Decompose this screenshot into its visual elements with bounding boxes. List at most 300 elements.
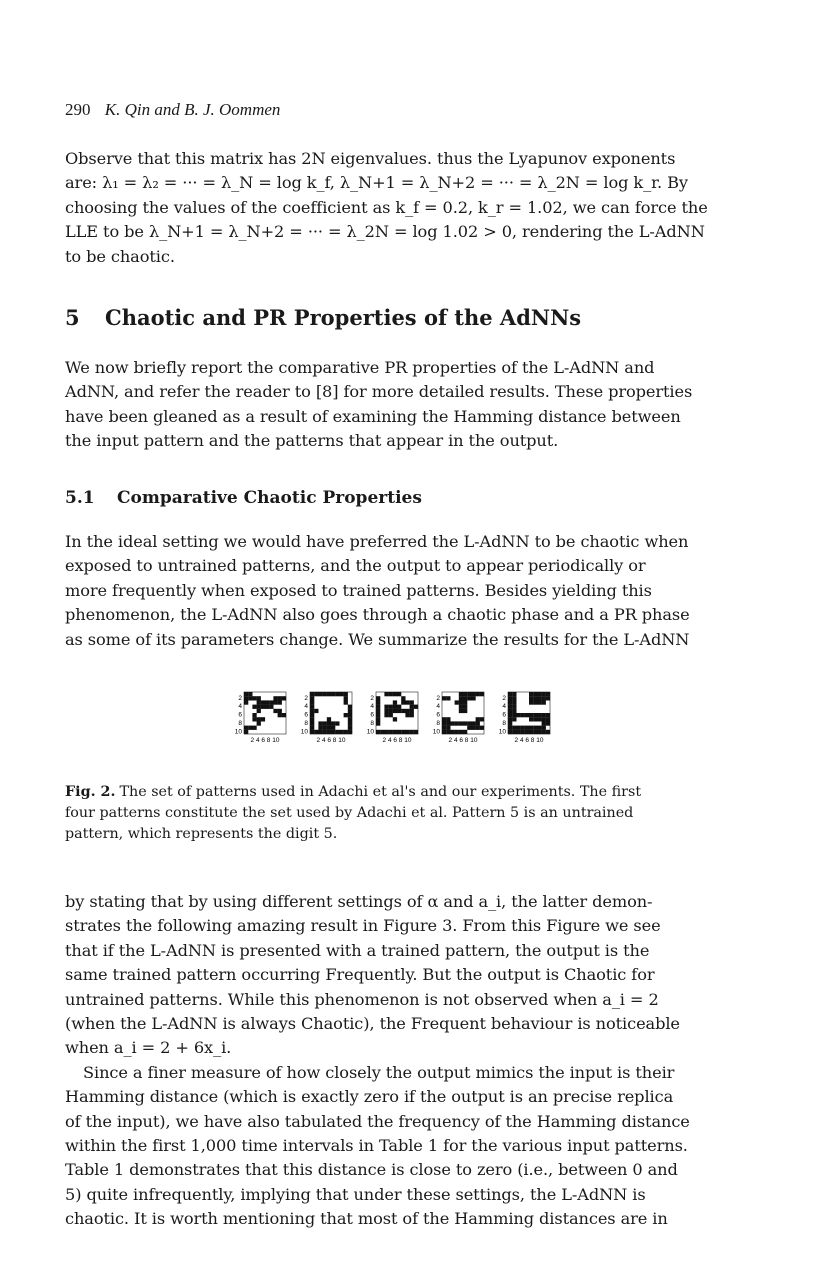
pattern-pixel	[463, 709, 467, 713]
pattern-pixel	[480, 717, 484, 721]
y-tick-label: 2	[304, 694, 308, 702]
y-tick-label: 6	[370, 711, 374, 719]
y-tick-label: 10	[300, 728, 308, 736]
pattern-pixel	[252, 726, 256, 730]
pattern-pixel	[471, 726, 475, 730]
pattern-pixel	[310, 726, 314, 730]
pattern-pixel	[339, 692, 343, 696]
text-line: Hamming distance (which is exactly zero if the output is an precise replica	[65, 1087, 674, 1107]
pattern-pixel	[257, 721, 261, 725]
pattern-pixel	[244, 730, 248, 734]
y-tick-label: 4	[436, 703, 440, 711]
pattern-pixel	[257, 700, 261, 704]
pattern-pixel	[467, 696, 471, 700]
pattern-pixel	[248, 726, 252, 730]
pattern-pixel	[546, 730, 550, 734]
pattern-pixel	[401, 709, 405, 713]
pattern-pixel	[389, 709, 393, 713]
pattern-pixel	[376, 713, 380, 717]
pattern-pixel	[248, 696, 252, 700]
pattern-pixel	[521, 713, 525, 717]
pattern-pixel	[389, 713, 393, 717]
pattern-pixel	[318, 726, 322, 730]
y-tick-label: 2	[370, 694, 374, 702]
pattern-pixel	[476, 721, 480, 725]
pattern-panel	[367, 692, 418, 744]
text-line: same trained pattern occurring Frequently. But the output is Chaotic for	[65, 965, 655, 985]
pattern-pixel	[273, 709, 277, 713]
text-line: 5) quite infrequently, implying that under these settings, the L-AdNN is	[65, 1184, 646, 1204]
pattern-pixel	[314, 730, 318, 734]
pattern-pixel	[512, 717, 516, 721]
pattern-pixel	[348, 726, 352, 730]
pattern-pixel	[384, 730, 388, 734]
pattern-pixel	[508, 705, 512, 709]
running-authors: K. Qin and B. J. Oommen	[104, 100, 281, 119]
pattern-pixel	[318, 721, 322, 725]
text-line: as some of its parameters change. We summarize the results for the L-AdNN	[65, 629, 690, 649]
pattern-pixel	[480, 692, 484, 696]
pattern-pixel	[446, 726, 450, 730]
pattern-pixel	[546, 717, 550, 721]
text-line: Since a finer measure of how closely the output mimics the input is their	[83, 1062, 675, 1082]
pattern-pixel	[546, 713, 550, 717]
pattern-pixel	[257, 717, 261, 721]
pattern-pixel	[376, 721, 380, 725]
y-tick-label: 6	[304, 711, 308, 719]
text-line: untrained patterns. While this phenomenon is not observed when a_i = 2	[65, 989, 659, 1009]
pattern-pixel	[335, 692, 339, 696]
pattern-pixel	[512, 705, 516, 709]
pattern-pixel	[508, 696, 512, 700]
pattern-panel	[301, 692, 352, 744]
pattern-pixel	[335, 730, 339, 734]
pattern-pixel	[542, 726, 546, 730]
pattern-pixel	[265, 700, 269, 704]
figure-caption	[65, 782, 730, 845]
pattern-pixel	[348, 713, 352, 717]
pattern-pixel	[348, 730, 352, 734]
pattern-pixel	[401, 700, 405, 704]
pattern-pixel	[446, 696, 450, 700]
pattern-pixel	[508, 700, 512, 704]
pattern-pixel	[446, 717, 450, 721]
text-line: strates the following amazing result in Figure 3. From this Figure we see	[65, 916, 661, 936]
pattern-pixel	[331, 730, 335, 734]
pattern-pixel	[442, 726, 446, 730]
pattern-pixel	[269, 700, 273, 704]
y-tick-label: 10	[366, 728, 374, 736]
pattern-panel	[499, 692, 550, 744]
pattern-pixel	[508, 713, 512, 717]
pattern-pixel	[348, 717, 352, 721]
text-line: In the ideal setting we would have preferred the L-AdNN to be chaotic when	[65, 532, 689, 551]
pattern-pixel	[348, 705, 352, 709]
pattern-pixel	[459, 696, 463, 700]
pattern-pixel	[310, 709, 314, 713]
pattern-pixel	[257, 696, 261, 700]
pattern-pixel	[476, 692, 480, 696]
pattern-pixel	[537, 730, 541, 734]
y-tick-label: 8	[502, 720, 506, 727]
y-tick-label: 10	[234, 728, 242, 736]
pattern-pixel	[278, 700, 282, 704]
pattern-pixel	[397, 705, 401, 709]
text-line: to be chaotic.	[65, 246, 175, 266]
caption-label: Fig. 2.	[65, 784, 116, 800]
pattern-pixel	[533, 713, 537, 717]
pattern-pixel	[252, 717, 256, 721]
subsection-heading	[65, 488, 422, 508]
pattern-pixel	[278, 709, 282, 713]
patterns-svg	[232, 688, 562, 746]
pattern-pixel	[512, 692, 516, 696]
pattern-pixel	[252, 713, 256, 717]
text-line: within the first 1,000 time intervals in Table 1 for the various input patterns.	[65, 1136, 688, 1156]
pattern-pixel	[248, 692, 252, 696]
pattern-pixel	[393, 730, 397, 734]
pattern-pixel	[401, 730, 405, 734]
pattern-pixel	[393, 705, 397, 709]
pattern-pixel	[542, 721, 546, 725]
pattern-pixel	[533, 717, 537, 721]
pattern-pixel	[384, 713, 388, 717]
pattern-pixel	[318, 730, 322, 734]
page-number: 290	[65, 100, 91, 119]
y-tick-label: 2	[436, 694, 440, 702]
pattern-pixel	[278, 696, 282, 700]
caption-line: pattern, which represents the digit 5.	[65, 826, 338, 842]
pattern-pixel	[533, 696, 537, 700]
pattern-pixel	[269, 705, 273, 709]
pattern-pixel	[542, 700, 546, 704]
subsection-title: Comparative Chaotic Properties	[117, 488, 422, 508]
closing-paragraph	[65, 890, 730, 1232]
pattern-pixel	[323, 721, 327, 725]
pattern-pixel	[282, 696, 286, 700]
text-line: choosing the values of the coefficient as k_f = 0.2, k_r = 1.02, we can force the	[65, 197, 708, 217]
pattern-pixel	[508, 692, 512, 696]
pattern-pixel	[529, 726, 533, 730]
pattern-pixel	[327, 730, 331, 734]
y-tick-label: 8	[304, 720, 308, 727]
text-line: have been gleaned as a result of examining the Hamming distance between	[65, 406, 681, 426]
y-tick-label: 8	[238, 720, 242, 727]
pattern-pixel	[463, 696, 467, 700]
pattern-pixel	[335, 721, 339, 725]
pattern-pixel	[546, 692, 550, 696]
y-tick-label: 4	[502, 703, 506, 711]
pattern-pixel	[323, 726, 327, 730]
pattern-pixel	[389, 692, 393, 696]
pattern-pixel	[455, 721, 459, 725]
pattern-pixel	[376, 730, 380, 734]
pattern-pixel	[525, 730, 529, 734]
pattern-pixel	[397, 730, 401, 734]
pattern-pixel	[310, 700, 314, 704]
running-header	[65, 100, 280, 120]
y-tick-label: 4	[238, 703, 242, 711]
pattern-pixel	[405, 713, 409, 717]
pattern-pixel	[310, 717, 314, 721]
pattern-pixel	[529, 696, 533, 700]
x-tick-labels: 2 4 6 8 10	[514, 737, 544, 744]
x-tick-labels: 2 4 6 8 10	[448, 737, 478, 744]
x-tick-labels: 2 4 6 8 10	[316, 737, 346, 744]
pattern-pixel	[405, 730, 409, 734]
pattern-pixel	[467, 692, 471, 696]
pattern-pixel	[376, 700, 380, 704]
pattern-pixel	[546, 696, 550, 700]
pattern-pixel	[348, 709, 352, 713]
pattern-pixel	[344, 730, 348, 734]
pattern-pixel	[529, 692, 533, 696]
pattern-pixel	[393, 717, 397, 721]
pattern-pixel	[327, 721, 331, 725]
pattern-pixel	[459, 700, 463, 704]
pattern-pixel	[446, 721, 450, 725]
pattern-pixel	[310, 713, 314, 717]
section-title: Chaotic and PR Properties of the AdNNs	[105, 305, 582, 330]
pattern-pixel	[310, 730, 314, 734]
pattern-pixel	[459, 692, 463, 696]
pattern-pixel	[244, 696, 248, 700]
pattern-pixel	[331, 692, 335, 696]
text-line: when a_i = 2 + 6x_i.	[65, 1038, 232, 1058]
subsection-number: 5.1	[65, 488, 95, 508]
intro-paragraph	[65, 147, 730, 269]
text-line: are: λ₁ = λ₂ = ··· = λ_N = log k_f, λ_N+1 = λ_N+2 = ··· = λ_2N = log k_r. By	[65, 173, 688, 193]
y-tick-label: 8	[370, 720, 374, 727]
text-line: phenomenon, the L-AdNN also goes through a chaotic phase and a PR phase	[65, 605, 690, 625]
pattern-pixel	[463, 705, 467, 709]
pattern-pixel	[442, 730, 446, 734]
pattern-pixel	[393, 709, 397, 713]
caption-line: four patterns constitute the set used by Adachi et al. Pattern 5 is an untrained	[65, 805, 634, 821]
pattern-pixel	[533, 730, 537, 734]
pattern-pixel	[310, 721, 314, 725]
figure-patterns	[232, 688, 562, 746]
pattern-pixel	[442, 696, 446, 700]
pattern-pixel	[512, 696, 516, 700]
pattern-pixel	[459, 721, 463, 725]
pattern-pixel	[471, 721, 475, 725]
y-tick-label: 2	[502, 694, 506, 702]
pattern-pixel	[384, 705, 388, 709]
pattern-pixel	[339, 730, 343, 734]
text-line: that if the L-AdNN is presented with a trained pattern, the output is the	[65, 940, 650, 960]
pattern-pixel	[318, 692, 322, 696]
pattern-pixel	[257, 709, 261, 713]
pattern-pixel	[273, 700, 277, 704]
pattern-pixel	[546, 721, 550, 725]
y-tick-label: 2	[238, 694, 242, 702]
pattern-pixel	[410, 700, 414, 704]
y-tick-label: 6	[502, 711, 506, 719]
subsection-paragraph	[65, 530, 730, 652]
pattern-pixel	[410, 705, 414, 709]
pattern-pixel	[516, 713, 520, 717]
pattern-pixel	[393, 700, 397, 704]
pattern-pixel	[480, 726, 484, 730]
y-tick-label: 6	[238, 711, 242, 719]
pattern-pixel	[310, 696, 314, 700]
pattern-pixel	[542, 717, 546, 721]
section-heading	[65, 305, 581, 330]
pattern-pixel	[533, 700, 537, 704]
pattern-pixel	[467, 726, 471, 730]
pattern-pixel	[471, 692, 475, 696]
pattern-pixel	[537, 717, 541, 721]
pattern-pixel	[310, 705, 314, 709]
pattern-pixel	[516, 730, 520, 734]
pattern-pixel	[459, 730, 463, 734]
pattern-pixel	[508, 730, 512, 734]
pattern-pixel	[508, 709, 512, 713]
pattern-pixel	[244, 692, 248, 696]
pattern-pixel	[314, 709, 318, 713]
text-line: AdNN, and refer the reader to [8] for more detailed results. These properties	[65, 382, 693, 402]
pattern-pixel	[467, 721, 471, 725]
pattern-pixel	[450, 730, 454, 734]
text-line: Observe that this matrix has 2N eigenvalues. thus the Lyapunov exponents	[65, 149, 676, 168]
pattern-pixel	[542, 730, 546, 734]
pattern-pixel	[323, 730, 327, 734]
pattern-pixel	[529, 700, 533, 704]
text-line: more frequently when exposed to trained patterns. Besides yielding this	[65, 580, 652, 600]
pattern-pixel	[410, 730, 414, 734]
pattern-pixel	[344, 696, 348, 700]
pattern-pixel	[529, 717, 533, 721]
pattern-pixel	[410, 709, 414, 713]
pattern-pixel	[278, 713, 282, 717]
text-line: LLE to be λ_N+1 = λ_N+2 = ··· = λ_2N = log 1.02 > 0, rendering the L-AdNN	[65, 222, 705, 242]
pattern-pixel	[252, 705, 256, 709]
pattern-pixel	[463, 730, 467, 734]
pattern-pixel	[252, 696, 256, 700]
pattern-pixel	[273, 696, 277, 700]
y-tick-label: 6	[436, 711, 440, 719]
pattern-pixel	[476, 717, 480, 721]
pattern-pixel	[261, 717, 265, 721]
text-line: exposed to untrained patterns, and the output to appear periodically or	[65, 556, 646, 576]
y-tick-label: 10	[432, 728, 440, 736]
pattern-pixel	[450, 721, 454, 725]
text-line: of the input), we have also tabulated the frequency of the Hamming distance	[65, 1111, 690, 1131]
pattern-pixel	[508, 717, 512, 721]
pattern-pixel	[529, 713, 533, 717]
pattern-pixel	[521, 726, 525, 730]
pattern-pixel	[310, 692, 314, 696]
pattern-pixel	[414, 705, 418, 709]
pattern-pixel	[463, 700, 467, 704]
pattern-pixel	[323, 692, 327, 696]
pattern-pixel	[384, 692, 388, 696]
section-number: 5	[65, 305, 80, 330]
text-line: chaotic. It is worth mentioning that most of the Hamming distances are in	[65, 1209, 668, 1229]
pattern-pixel	[265, 705, 269, 709]
pattern-pixel	[512, 700, 516, 704]
pattern-pixel	[344, 700, 348, 704]
pattern-pixel	[525, 726, 529, 730]
pattern-panel	[235, 692, 286, 744]
pattern-pixel	[512, 709, 516, 713]
pattern-pixel	[525, 713, 529, 717]
pattern-pixel	[261, 700, 265, 704]
pattern-pixel	[442, 721, 446, 725]
pattern-pixel	[512, 726, 516, 730]
pattern-pixel	[476, 726, 480, 730]
pattern-pixel	[542, 696, 546, 700]
pattern-pixel	[405, 700, 409, 704]
pattern-pixel	[244, 726, 248, 730]
pattern-pixel	[344, 692, 348, 696]
pattern-pixel	[455, 730, 459, 734]
pattern-pixel	[537, 700, 541, 704]
pattern-pixel	[459, 705, 463, 709]
pattern-pixel	[521, 730, 525, 734]
text-line: Table 1 demonstrates that this distance is close to zero (i.e., between 0 and	[65, 1160, 678, 1180]
pattern-pixel	[344, 713, 348, 717]
pattern-panel	[433, 692, 484, 744]
pattern-pixel	[376, 696, 380, 700]
pattern-pixel	[471, 696, 475, 700]
pattern-pixel	[261, 705, 265, 709]
pattern-pixel	[348, 721, 352, 725]
caption-text: The set of patterns used in Adachi et al's and our experiments. The first	[119, 784, 642, 800]
pattern-pixel	[410, 713, 414, 717]
pattern-pixel	[529, 730, 533, 734]
pattern-pixel	[463, 692, 467, 696]
pattern-pixel	[537, 713, 541, 717]
pattern-pixel	[463, 721, 467, 725]
pattern-pixel	[327, 726, 331, 730]
text-line: (when the L-AdNN is always Chaotic), the Frequent behaviour is noticeable	[65, 1014, 680, 1034]
pattern-pixel	[389, 705, 393, 709]
pattern-pixel	[512, 713, 516, 717]
pattern-pixel	[537, 726, 541, 730]
pattern-pixel	[516, 726, 520, 730]
pattern-pixel	[397, 709, 401, 713]
y-tick-label: 8	[436, 720, 440, 727]
pattern-pixel	[459, 709, 463, 713]
section-paragraph	[65, 356, 730, 454]
y-tick-label: 10	[498, 728, 506, 736]
pattern-pixel	[376, 709, 380, 713]
pattern-pixel	[376, 717, 380, 721]
text-line: the input pattern and the patterns that appear in the output.	[65, 431, 559, 451]
pattern-pixel	[282, 713, 286, 717]
pattern-pixel	[455, 700, 459, 704]
pattern-pixel	[327, 692, 331, 696]
pattern-pixel	[257, 705, 261, 709]
pattern-pixel	[331, 726, 335, 730]
pattern-pixel	[401, 696, 405, 700]
pattern-pixel	[380, 730, 384, 734]
pattern-pixel	[533, 692, 537, 696]
y-tick-label: 4	[304, 703, 308, 711]
pattern-pixel	[446, 730, 450, 734]
pattern-pixel	[537, 692, 541, 696]
pattern-pixel	[327, 717, 331, 721]
pattern-pixel	[512, 730, 516, 734]
pattern-pixel	[384, 709, 388, 713]
text-line: by stating that by using different settings of α and a_i, the latter demon-	[65, 892, 653, 911]
pattern-pixel	[393, 692, 397, 696]
pattern-pixel	[533, 726, 537, 730]
pattern-pixel	[537, 696, 541, 700]
x-tick-labels: 2 4 6 8 10	[382, 737, 412, 744]
